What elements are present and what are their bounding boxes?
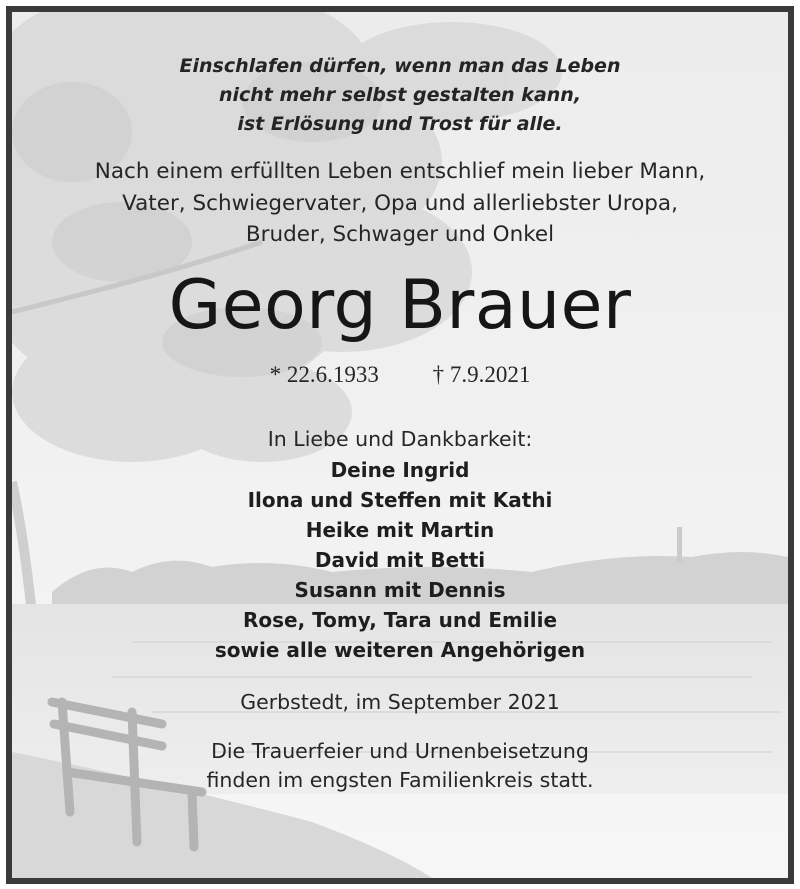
mourner-name: Rose, Tomy, Tara und Emilie — [242, 608, 558, 632]
verse-line: Einschlafen dürfen, wenn man das Leben — [179, 55, 621, 77]
mourner-name: Heike mit Martin — [305, 518, 495, 542]
mourner-name: sowie alle weiteren Angehörigen — [214, 638, 586, 662]
mourner-name: Deine Ingrid — [330, 458, 470, 482]
mourner-name: Susann mit Dennis — [294, 578, 506, 602]
mourners-heading: In Liebe und Dankbarkeit: — [267, 427, 533, 451]
mourner-name: Ilona und Steffen mit Kathi — [247, 488, 553, 512]
mourners-list — [12, 455, 788, 665]
place-and-date: Gerbstedt, im September 2021 — [240, 690, 560, 714]
verse-quote — [12, 52, 788, 139]
death-date: † 7.9.2021 — [432, 362, 531, 387]
verse-line: nicht mehr selbst gestalten kann, — [218, 84, 582, 106]
life-dates — [12, 362, 788, 388]
obituary-frame — [6, 6, 794, 884]
intro-line: Vater, Schwiegervater, Opa und allerliebster Uropa, — [122, 190, 678, 216]
intro-line: Bruder, Schwager und Onkel — [245, 222, 555, 247]
deceased-name: Georg Brauer — [168, 266, 632, 345]
mourner-name: David mit Betti — [314, 548, 486, 572]
notice-line: finden im engsten Familienkreis statt. — [206, 768, 594, 792]
verse-line: ist Erlösung und Trost für alle. — [237, 113, 563, 135]
intro-text — [12, 156, 788, 251]
intro-line: Nach einem erfüllten Leben entschlief mein lieber Mann, — [94, 159, 706, 184]
notice-line: Die Trauerfeier und Urnenbeisetzung — [211, 739, 589, 763]
birth-date: * 22.6.1933 — [269, 362, 379, 387]
funeral-notice — [12, 737, 788, 795]
